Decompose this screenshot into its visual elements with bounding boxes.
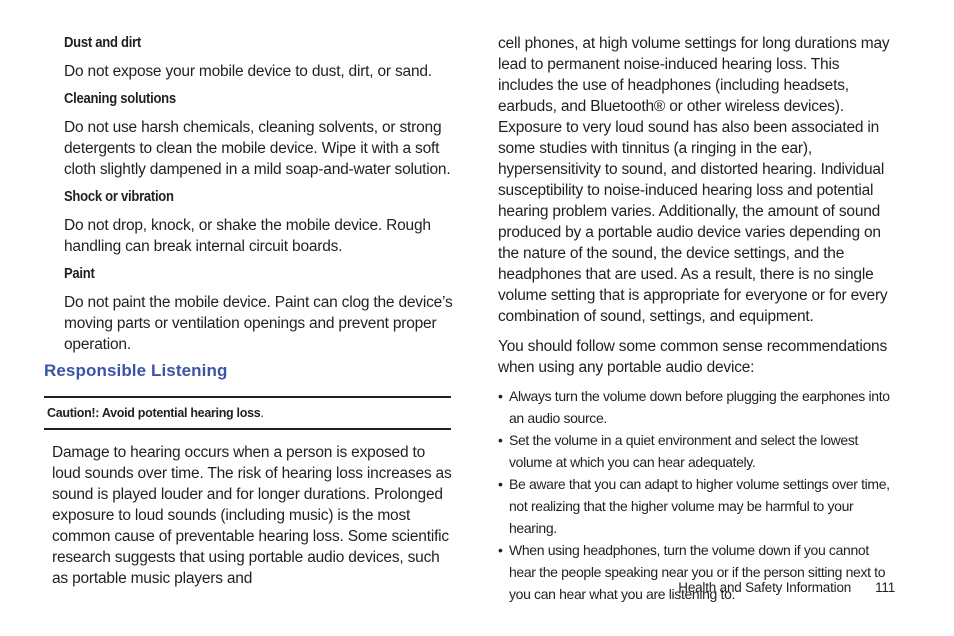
dust-heading: Dust and dirt	[64, 35, 141, 51]
shock-text: Do not drop, knock, or shake the mobile device. Rough handling can break internal circuit boards.	[64, 217, 431, 255]
paint-heading: Paint	[64, 266, 95, 282]
list-item: • Always turn the volume down before plugging the earphones into an audio source.	[498, 385, 898, 429]
damage-paragraph: Damage to hearing occurs when a person is exposed to loud sounds over time. The risk of hearing loss increases as sound is played louder and for longer durations. Prolonged exposure to loud sounds (including music) is the most common cause of preventable hearing loss. Some scientific research suggests that using portable audio devices, such as portable music players and	[52, 444, 452, 587]
shock-heading: Shock or vibration	[64, 189, 174, 205]
caution-period: .	[260, 406, 264, 420]
list-item: • Be aware that you can adapt to higher volume settings over time, not realizing that the higher volume may be harmful to your hearing.	[498, 473, 898, 539]
dust-text: Do not expose your mobile device to dust, dirt, or sand.	[64, 63, 432, 80]
continued-paragraph: cell phones, at high volume settings for long durations may lead to permanent noise-induced hearing loss. This includes the use of headphones (including headsets, earbuds, and Bluetooth® or other wireless devices). Exposure to very loud sound has also been associated in some studies with tinnitus (a ringing in the ear), hypersensitivity to sound, and distorted hearing. Individual susceptibility to noise-induced hearing loss and potential hearing problem varies. Additionally, the amount of sound produced by a portable audio device varies depending on the nature of the sound, the device settings, and the headphones that are used. As a result, there is no single volume setting that is appropriate for everyone or for every combination of sound, settings, and equipment.	[498, 35, 890, 325]
recommend-paragraph: You should follow some common sense recommendations when using any portable audio device:	[498, 338, 887, 376]
section-title: Responsible Listening	[44, 361, 228, 380]
page-footer	[678, 578, 895, 598]
footer-section-name: Health and Safety Information	[678, 580, 852, 595]
right-column	[498, 33, 898, 605]
paint-text: Do not paint the mobile device. Paint can clog the device’s moving parts or ventilation openings and prevent proper operation.	[64, 294, 453, 353]
page-number: 111	[875, 580, 895, 595]
left-column	[44, 33, 454, 589]
caution-box	[44, 396, 451, 430]
recommendation-list	[498, 385, 898, 605]
list-item: • Set the volume in a quiet environment and select the lowest volume at which you can hear adequately.	[498, 429, 898, 473]
cleaning-text: Do not use harsh chemicals, cleaning solvents, or strong detergents to clean the mobile device. Wipe it with a soft cloth slightly dampened in a mild soap-and-water solution.	[64, 119, 451, 178]
caution-label: Caution!: Avoid potential hearing loss	[47, 406, 261, 420]
list-item: • When using headphones, turn the volume down if you cannot hear the people speaking near you or if the person sitting next to you can hear what you are listening to.	[498, 539, 898, 605]
cleaning-heading: Cleaning solutions	[64, 91, 176, 107]
